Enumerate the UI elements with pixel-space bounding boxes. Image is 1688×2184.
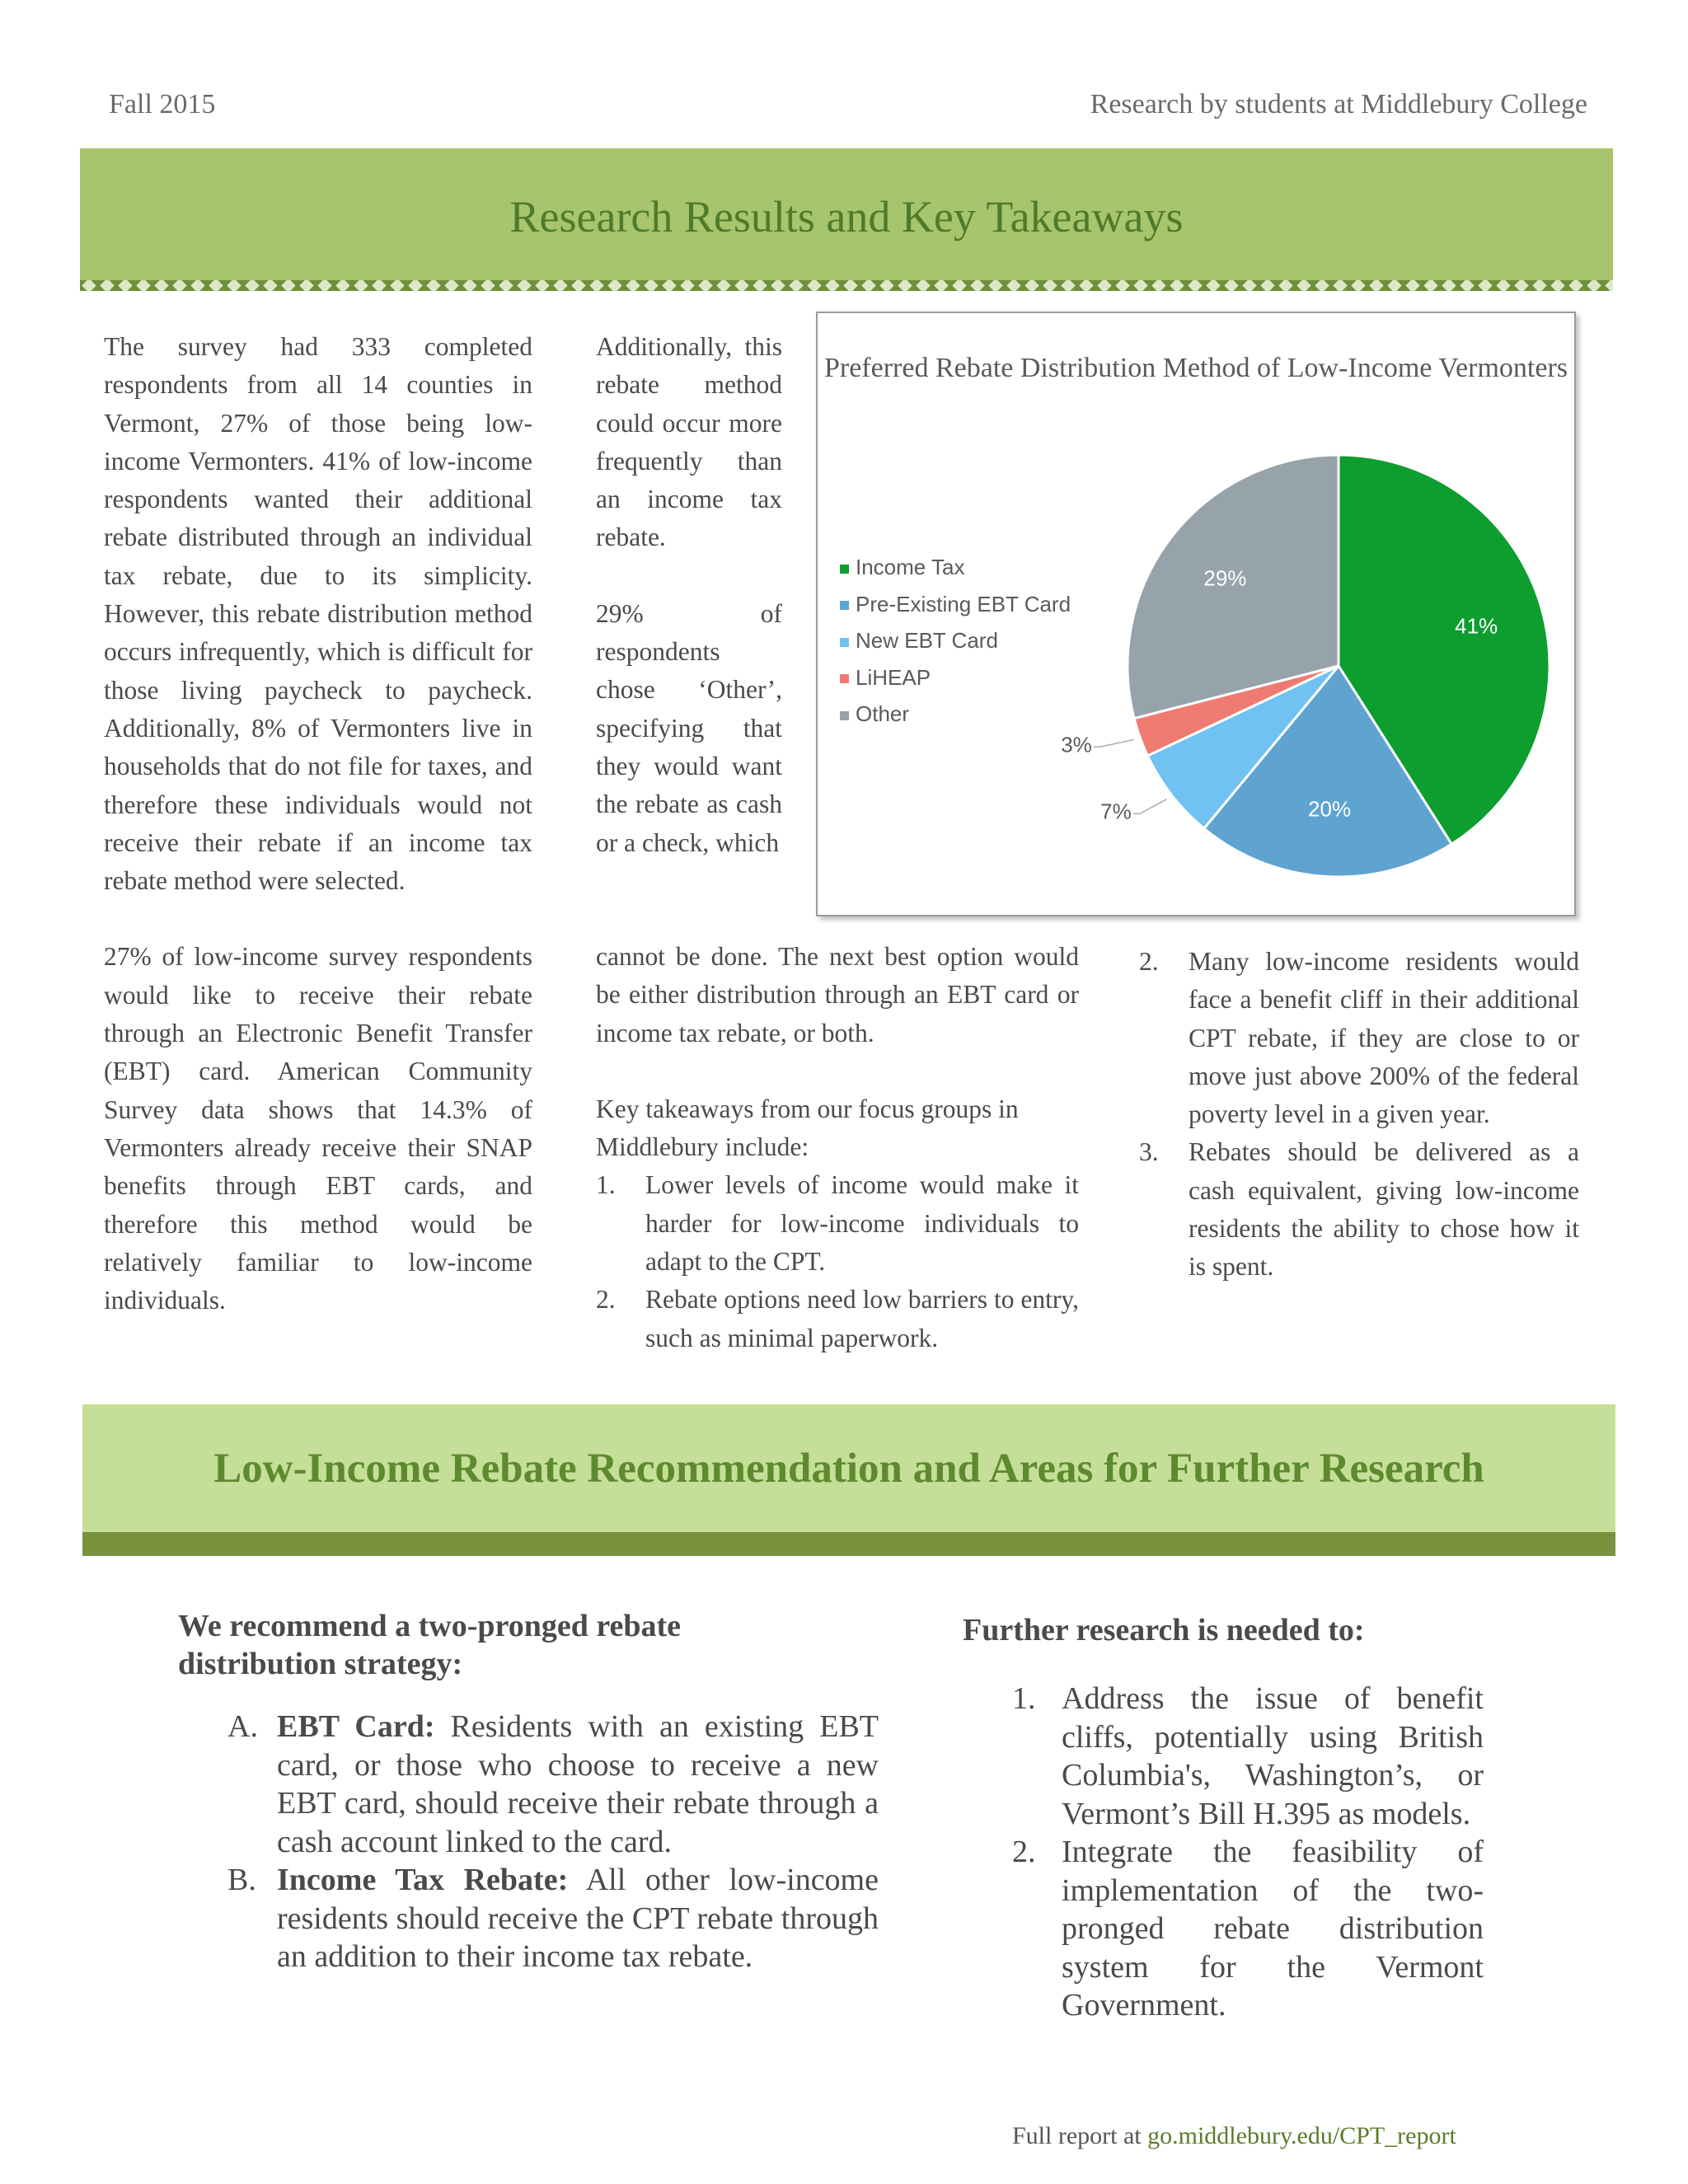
takeaways-list: [596, 1166, 1079, 1357]
takeaways-list-continued: [1139, 943, 1579, 1286]
list-item: 1. Address the issue of benefit cliffs, potentially using British Columbia's, Washington’s, or Vermont’s Bill H.395 as models.: [1012, 1681, 1484, 1831]
legend-label: Pre-Existing EBT Card: [856, 591, 1071, 616]
pie-chart: [816, 312, 1576, 916]
list-item: B. Income Tax Rebate: All other low-income residents should receive the CPT rebate through an addition to their income tax rebate.: [227, 1863, 879, 1974]
column-2-wide: [596, 938, 1079, 1357]
recommend-heading: We recommend a two-pronged rebate distribution strategy:: [178, 1609, 682, 1681]
list-item: 2. Rebate options need low barriers to entry, such as minimal paperwork.: [596, 1285, 1079, 1352]
checker-divider: [80, 280, 1613, 291]
chart-title: Preferred Rebate Distribution Method of Low-Income Vermonters: [823, 353, 1568, 383]
section-title: Research Results and Key Takeaways: [509, 191, 1184, 241]
pie-data-label: 41%: [1455, 613, 1498, 639]
section-banner-2: [82, 1404, 1615, 1532]
column-1: [104, 328, 532, 1319]
paragraph: 29% of respondents chose ‘Other’, specifying that they would want the rebate as cash or a check, which: [596, 598, 782, 857]
column-3: [1139, 943, 1579, 1286]
paragraph: cannot be done. The next best option would be either distribution through an EBT card or income tax rebate, or both.: [596, 942, 1079, 1047]
section-title-2: Low-Income Rebate Recommendation and Areas for Further Research: [213, 1445, 1484, 1492]
list-item: 2. Integrate the feasibility of implementation of the two-pronged rebate distribution system for the Vermont Government.: [1012, 1835, 1484, 2022]
legend-label: Other: [856, 701, 910, 726]
paragraph: Additionally, this rebate method could occur more frequently than an income tax rebate.: [596, 332, 782, 552]
banner-underline: [82, 1532, 1615, 1556]
paragraph: 27% of low-income survey respondents would like to receive their rebate through an Electronic Benefit Transfer (EBT) card. American Community Survey data shows that 14.3% of Vermonters already receive their SNAP benefits through EBT cards, and therefore this method would be relatively familiar to low-income individuals.: [104, 942, 532, 1315]
list-item: 1. Lower levels of income would make it harder for low-income individuals to adapt to the CPT.: [596, 1170, 1079, 1277]
pie-svg: [818, 313, 1574, 915]
research-list: [963, 1680, 1484, 2025]
header-attribution: Research by students at Middlebury College: [1090, 89, 1587, 120]
legend-label: New EBT Card: [856, 628, 998, 653]
leader-line: [1133, 799, 1167, 814]
pie-data-label: 29%: [1203, 565, 1247, 591]
research-heading: Further research is needed to:: [963, 1613, 1365, 1647]
header-date: Fall 2015: [109, 89, 216, 120]
legend-label: Income Tax: [856, 555, 965, 579]
further-research: [963, 1611, 1484, 2025]
legend-label: LiHEAP: [856, 664, 931, 690]
paragraph: Key takeaways from our focus groups in Middlebury include:: [596, 1094, 1019, 1162]
recommendations: [178, 1607, 879, 1976]
pie-data-label: 7%: [1100, 799, 1132, 824]
list-item: 3. Rebates should be delivered as a cash equivalent, giving low-income residents the ability to chose how it is spent.: [1139, 1137, 1579, 1282]
column-2-narrow: [596, 328, 782, 862]
paragraph: The survey had 333 completed respondents from all 14 counties in Vermont, 27% of those being low-income Vermonters. 41% of low-income respondents wanted their additional rebate distributed through an individual tax rebate, due to its simplicity. However, this rebate distribution method occurs infrequently, which is difficult for those living paycheck to paycheck. Additionally, 8% of Vermonters live in households that do not file for taxes, and therefore these individuals would not receive their rebate if an income tax rebate method were selected.: [104, 332, 532, 896]
leader-line: [1094, 739, 1134, 747]
footer-prefix: Full report at: [1012, 2122, 1148, 2149]
pie-data-label: 3%: [1061, 732, 1092, 757]
list-item: 2. Many low-income residents would face a benefit cliff in their additional CPT rebate, if they are close to or move just above 200% of the federal poverty level in a given year.: [1139, 947, 1579, 1129]
pie-data-label: 20%: [1308, 796, 1352, 822]
section-banner: [80, 148, 1613, 284]
report-link[interactable]: go.middlebury.edu/CPT_report: [1147, 2122, 1456, 2149]
footer: [1012, 2122, 1456, 2150]
list-item: A. EBT Card: Residents with an existing EBT card, or those who choose to receive a new EBT card, should receive their rebate through a cash account linked to the card.: [227, 1709, 879, 1859]
recommendation-list: [178, 1708, 879, 1976]
